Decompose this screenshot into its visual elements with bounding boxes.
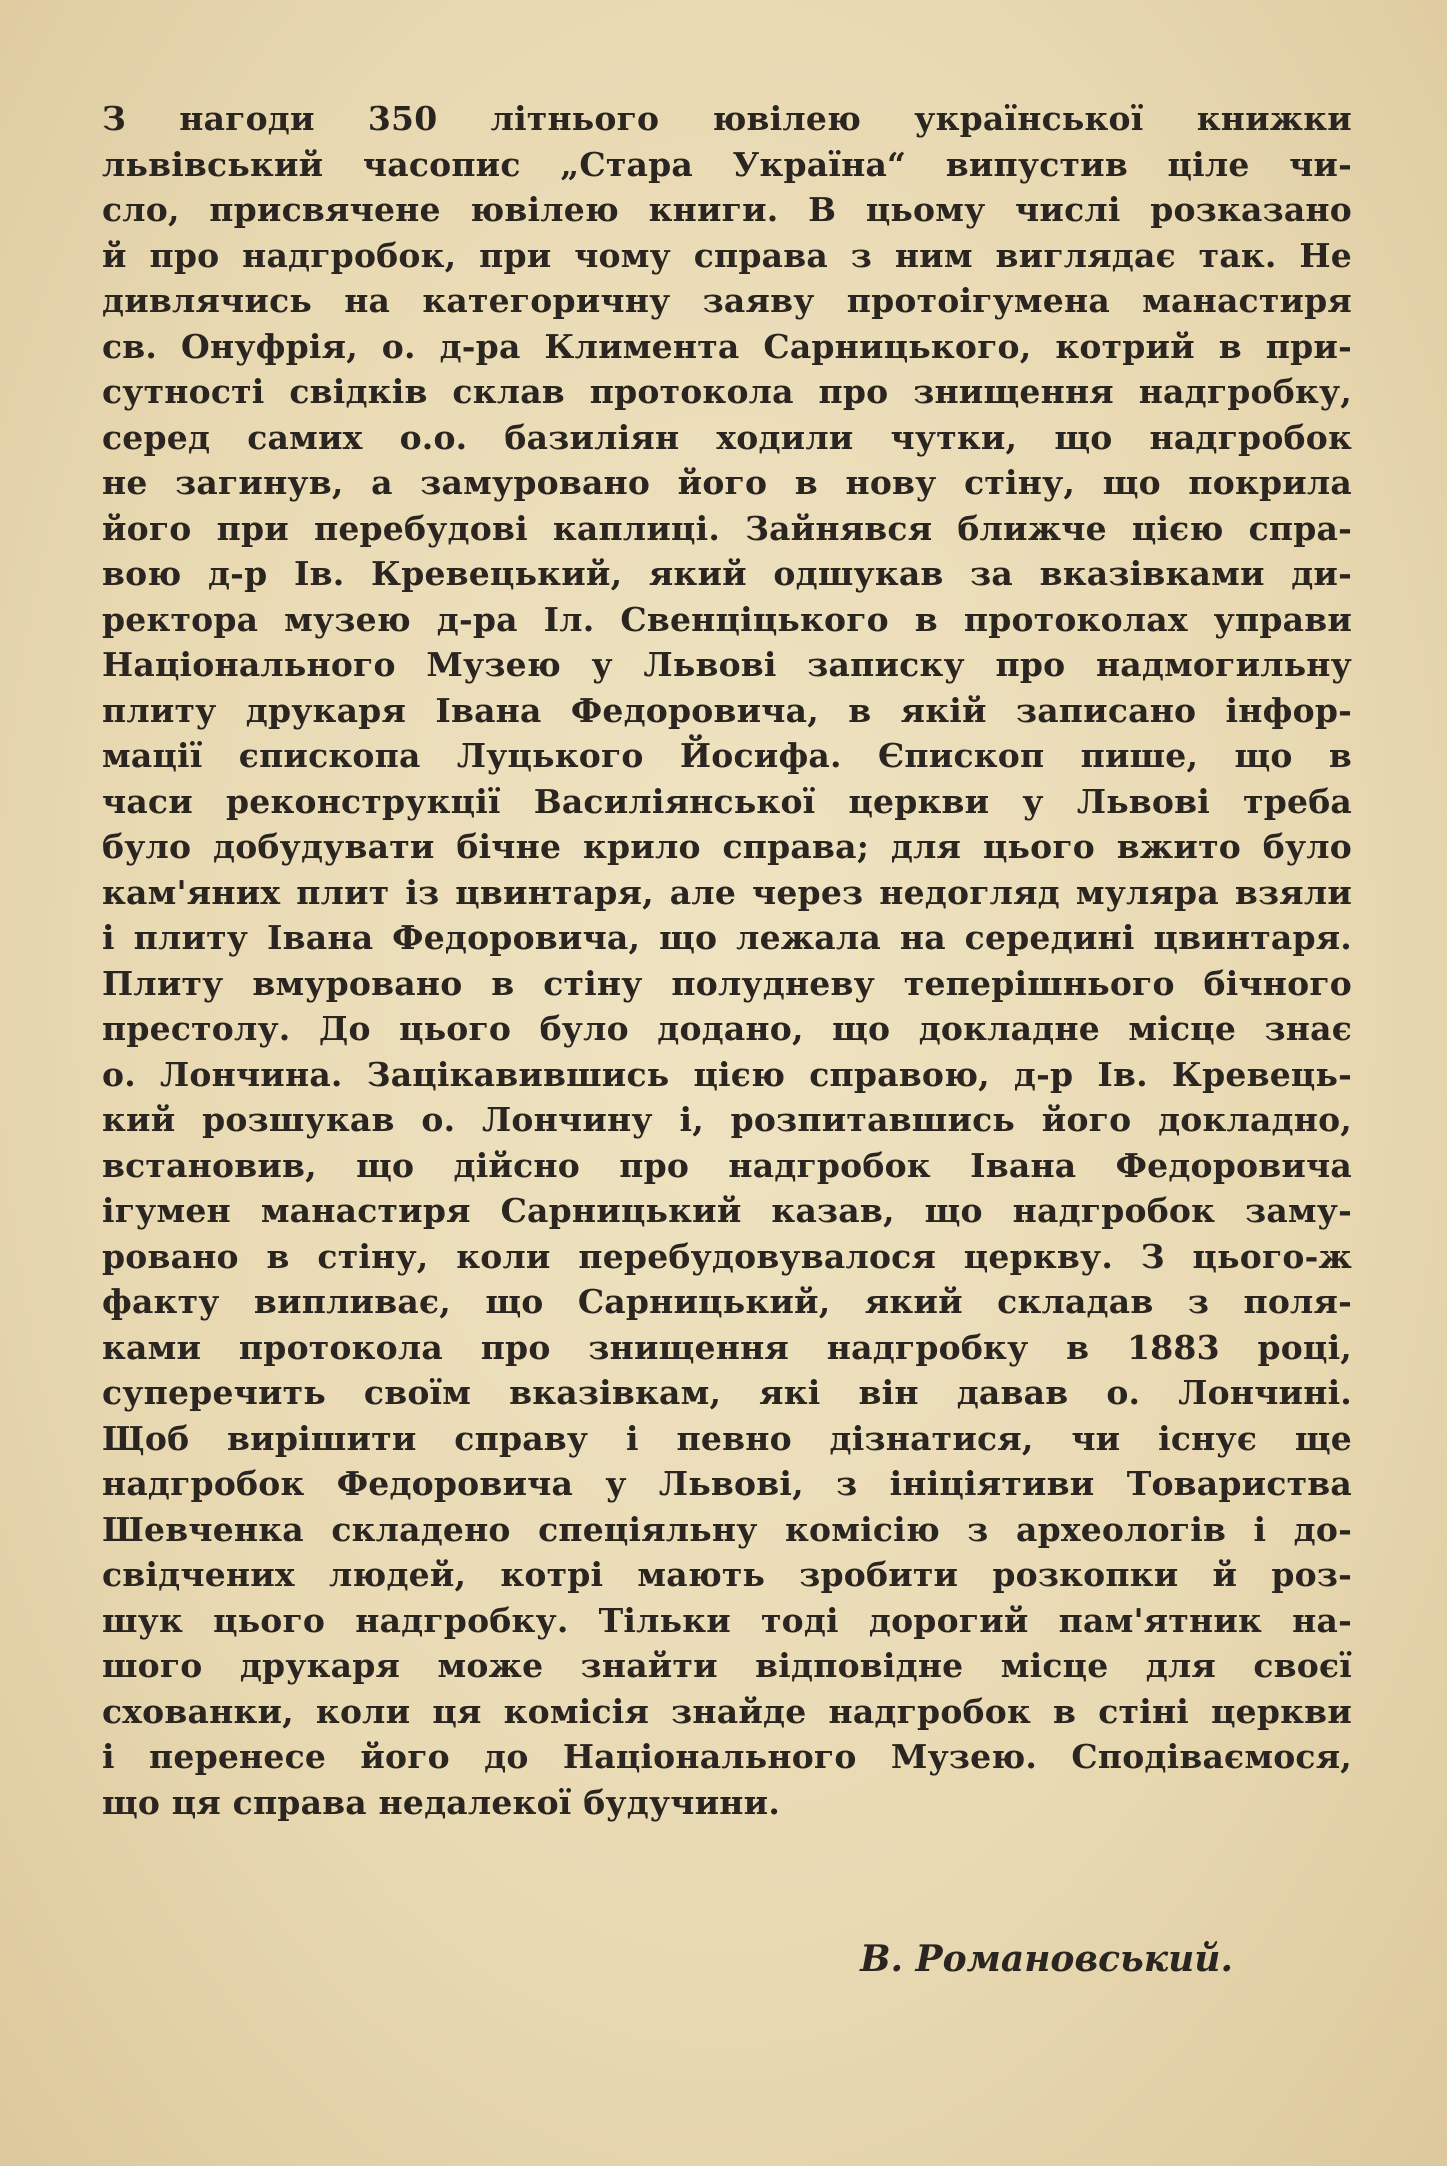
text-line: Плиту вмуровано в стіну полудневу теперішнього бічного	[102, 963, 1352, 1003]
text-line: серед самих о.о. базиліян ходили чутки, що надгробок	[102, 417, 1352, 457]
text-line: було добудувати бічне крило справа; для цього вжито було	[102, 827, 1352, 866]
text-line: і перенесе його до Національного Музею. Сподіваємося,	[102, 1737, 1352, 1776]
text-line: факту випливає, що Сарницький, який складав з поля-	[102, 1282, 1352, 1321]
text-line: З нагоди 350 літнього ювілею української книжки	[102, 99, 1352, 138]
text-line: сутності свідків склав протокола про знищення надгробку,	[102, 372, 1352, 411]
text-line: часи реконструкції Василіянської церкви у Львові треба	[102, 781, 1352, 821]
text-line: кам'яних плит із цвинтаря, але через недогляд муляра взяли	[102, 872, 1352, 912]
text-line: Національного Музею у Львові записку про надмогильну	[102, 645, 1352, 684]
text-line: Шевченка складено спеціяльну комісію з археологів і до-	[102, 1509, 1352, 1549]
text-line: сло, присвячене ювілею книги. В цьому числі розказано	[102, 190, 1352, 229]
text-line: Щоб вирішити справу і певно дізнатися, чи існує ще	[102, 1418, 1352, 1458]
text-line: львівський часопис „Стара Україна“ випустив ціле чи-	[102, 144, 1352, 184]
text-line: і плиту Івана Федоровича, що лежала на середині цвинтаря.	[102, 918, 1352, 957]
text-line: престолу. До цього було додано, що докладне місце знає	[102, 1009, 1352, 1048]
text-line: дивлячись на категоричну заяву протоігумена манастиря	[102, 281, 1352, 320]
text-line: його при перебудові каплиці. Зайнявся ближче цією спра-	[102, 508, 1352, 548]
text-line: й про надгробок, при чому справа з ним виглядає так. Не	[102, 235, 1352, 275]
article-body	[102, 96, 1352, 1825]
text-line: ректора музею д-ра Іл. Свенціцького в протоколах управи	[102, 599, 1352, 639]
text-line: мації єпископа Луцького Йосифа. Єпископ пише, що в	[102, 736, 1352, 775]
text-line: ігумен манастиря Сарницький казав, що надгробок заму-	[102, 1191, 1352, 1230]
text-line: ровано в стіну, коли перебудовувалося церкву. З цього-ж	[102, 1236, 1352, 1276]
text-line: що ця справа недалекої будучини.	[102, 1782, 781, 1822]
text-line: о. Лончина. Зацікавившись цією справою, д-р Ів. Кревець-	[102, 1054, 1352, 1094]
text-line: не загинув, а замуровано його в нову стіну, що покрила	[102, 463, 1352, 502]
text-line: вою д-р Ів. Кревецький, який одшукав за вказівками ди-	[102, 554, 1352, 593]
text-line: свідчених людей, котрі мають зробити розкопки й роз-	[102, 1555, 1352, 1594]
text-line: кий розшукав о. Лончину і, розпитавшись його докладно,	[102, 1100, 1352, 1139]
author-signature: В. Романовський.	[860, 1938, 1233, 1980]
text-line: плиту друкаря Івана Федоровича, в якій записано інфор-	[102, 690, 1352, 730]
text-line: шого друкаря може знайти відповідне місце для своєї	[102, 1646, 1352, 1685]
text-line: схованки, коли ця комісія знайде надгробок в стіні церкви	[102, 1691, 1352, 1731]
text-line: надгробок Федоровича у Львові, з ініціятиви Товариства	[102, 1464, 1352, 1503]
text-line: шук цього надгробку. Тільки тоді дорогий пам'ятник на-	[102, 1600, 1352, 1640]
text-line: суперечить своїм вказівкам, які він давав о. Лончині.	[102, 1373, 1352, 1412]
text-line: встановив, що дійсно про надгробок Івана Федоровича	[102, 1145, 1352, 1185]
text-line: св. Онуфрія, о. д-ра Климента Сарницького, котрий в при-	[102, 326, 1352, 366]
text-line: ками протокола про знищення надгробку в 1883 році,	[102, 1327, 1352, 1367]
